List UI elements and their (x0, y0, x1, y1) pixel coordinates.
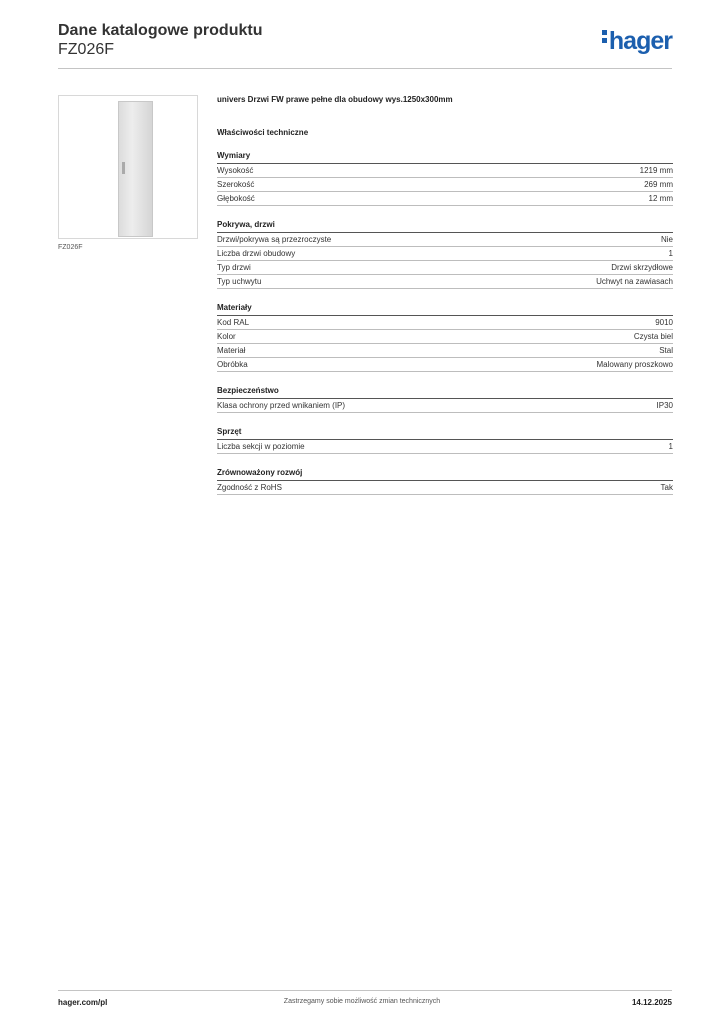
spec-row (217, 261, 673, 275)
spec-label: Wysokość (217, 166, 254, 175)
spec-value: 1 (668, 249, 673, 258)
spec-value: Nie (660, 235, 673, 244)
spec-section (217, 303, 673, 372)
spec-row (217, 440, 673, 454)
spec-value: Drzwi skrzydłowe (611, 263, 673, 272)
footer-date: 14.12.2025 (631, 998, 672, 1007)
spec-value: IP30 (656, 401, 673, 410)
spec-value: 9010 (655, 318, 673, 327)
spec-value: 1219 mm (639, 166, 673, 175)
spec-row (217, 358, 673, 372)
product-image (58, 95, 198, 239)
spec-label: Obróbka (217, 360, 248, 369)
spec-label: Liczba drzwi obudowy (217, 249, 296, 258)
spec-row (217, 344, 673, 358)
spec-label: Liczba sekcji w poziomie (217, 442, 305, 451)
spec-value: Tak (660, 483, 673, 492)
header-divider (58, 68, 672, 69)
document-title: Dane katalogowe produktu (58, 22, 263, 39)
door-icon (118, 101, 153, 237)
spec-value: Stal (659, 346, 673, 355)
logo-text: hager (608, 27, 672, 55)
spec-row (217, 247, 673, 261)
document-header (58, 21, 262, 59)
section-title: Sprzęt (217, 427, 673, 440)
spec-label: Zgodność z RoHS (217, 483, 282, 492)
spec-value: Uchwyt na zawiasach (596, 277, 673, 286)
section-title: Zrównoważony rozwój (217, 468, 673, 481)
spec-label: Typ drzwi (217, 263, 251, 272)
spec-row (217, 233, 673, 247)
spec-value: Czysta biel (633, 332, 673, 341)
spec-value: 12 mm (648, 194, 673, 203)
spec-section (217, 427, 673, 454)
footer-disclaimer: Zastrzegamy sobie możliwość zmian technicznych (283, 998, 441, 1005)
section-title: Pokrywa, drzwi (217, 220, 673, 233)
spec-section (217, 151, 673, 206)
spec-sections (217, 151, 673, 495)
section-title: Bezpieczeństwo (217, 386, 673, 399)
section-title: Wymiary (217, 151, 673, 164)
spec-row (217, 192, 673, 206)
section-title: Materiały (217, 303, 673, 316)
spec-label: Kod RAL (217, 318, 250, 327)
spec-label: Drzwi/pokrywa są przezroczyste (217, 235, 332, 244)
spec-row (217, 164, 673, 178)
spec-value: 1 (668, 442, 673, 451)
logo-dots-icon (602, 27, 607, 46)
footer-divider (58, 990, 672, 991)
spec-label: Materiał (217, 346, 246, 355)
spec-section (217, 468, 673, 495)
spec-row (217, 330, 673, 344)
spec-label: Klasa ochrony przed wnikaniem (IP) (217, 401, 346, 410)
spec-row (217, 399, 673, 413)
product-description: univers Drzwi FW prawe pełne dla obudowy wys.1250x300mm (217, 95, 453, 104)
spec-row (217, 481, 673, 495)
spec-label: Szerokość (217, 180, 255, 189)
product-code: FZ026F (58, 41, 115, 58)
spec-label: Głębokość (217, 194, 255, 203)
spec-row (217, 275, 673, 289)
spec-section (217, 386, 673, 413)
technical-properties-title: Właściwości techniczne (217, 128, 309, 137)
spec-value: Malowany proszkowo (596, 360, 673, 369)
footer-website: hager.com/pl (58, 998, 108, 1007)
product-image-caption: FZ026F (58, 244, 83, 251)
spec-value: 269 mm (644, 180, 673, 189)
spec-section (217, 220, 673, 289)
spec-label: Kolor (217, 332, 236, 341)
specs-content (217, 95, 673, 495)
spec-label: Typ uchwytu (217, 277, 262, 286)
spec-row (217, 316, 673, 330)
spec-row (217, 178, 673, 192)
hager-logo (602, 27, 672, 56)
